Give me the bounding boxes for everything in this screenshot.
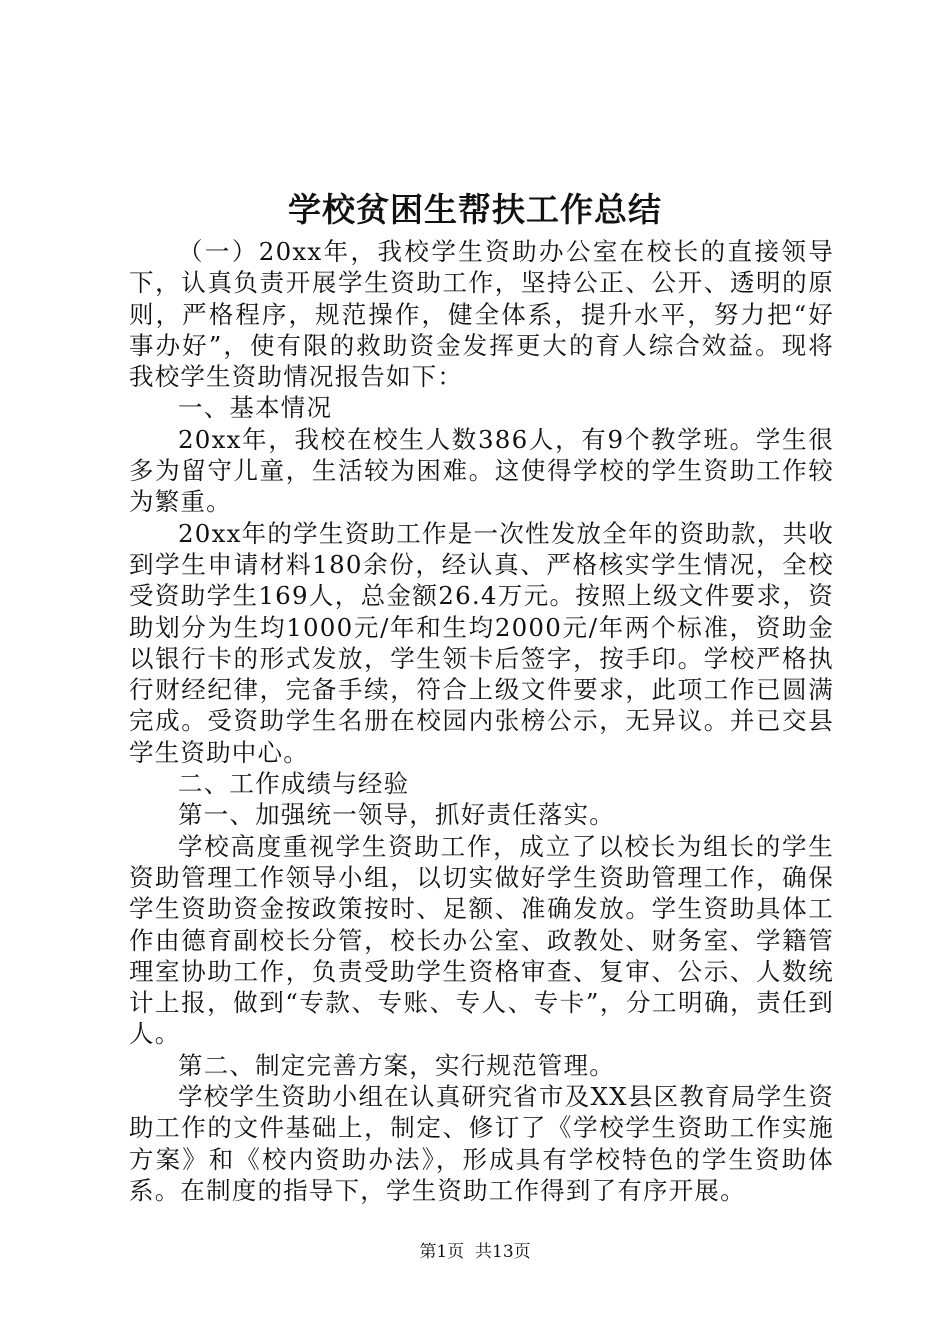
subheading-leadership: 第一、加强统一领导，抓好责任落实。	[178, 800, 615, 830]
heading-achievements: 二、工作成绩与经验	[178, 769, 410, 799]
paragraph-plan: 学校学生资助小组在认真研究省市及XX县区教育局学生资助工作的文件基础上，制定、修订了《学校学生资助工作实施方案》和《校内资助办法》，形成具有学校特色的学生资助体系。在制度的指导下，学生资助工作得到了有序开展。	[129, 1082, 834, 1205]
paragraph-funding-details: 20xx年的学生资助工作是一次性发放全年的资助款，共收到学生申请材料180余份，经认真、严格核实学生情况，全校受资助学生169人，总金额26.4万元。按照上级文件要求，资助划分为生均1000元/年和生均2000元/年两个标准，资助金以银行卡的形式发放，学生领卡后签字，按手印。学校严格执行财经纪律，完备手续，符合上级文件要求，此项工作已圆满完成。受资助学生名册在校园内张榜公示，无异议。并已交县学生资助中心。	[129, 518, 834, 767]
paragraph-intro: （一）20xx年，我校学生资助办公室在校长的直接领导下，认真负责开展学生资助工作，坚持公正、公开、透明的原则，严格程序，规范操作，健全体系，提升水平，努力把“好事办好”，使有限的救助资金发挥更大的育人综合效益。现将我校学生资助情况报告如下：	[129, 237, 834, 392]
paragraph-basic-situation: 20xx年，我校在校生人数386人，有9个教学班。学生很多为留守儿童，生活较为困难。这使得学校的学生资助工作较为繁重。	[129, 424, 834, 517]
paragraph-leadership: 学校高度重视学生资助工作，成立了以校长为组长的学生资助管理工作领导小组，以切实做好学生资助管理工作，确保学生资助资金按政策按时、足额、准确发放。学生资助具体工作由德育副校长分管，校长办公室、政教处、财务室、学籍管理室协助工作，负责受助学生资格审查、复审、公示、人数统计上报，做到“专款、专账、专人、专卡”，分工明确，责任到人。	[129, 831, 834, 1049]
page-total: 共13页	[475, 1242, 531, 1262]
page-number: 第1页	[419, 1242, 465, 1262]
document-title: 学校贫困生帮扶工作总结	[288, 190, 662, 229]
subheading-plan: 第二、制定完善方案，实行规范管理。	[178, 1050, 615, 1080]
page-footer	[0, 1240, 950, 1264]
heading-basic-situation: 一、基本情况	[178, 393, 333, 423]
document-body	[129, 236, 834, 1206]
